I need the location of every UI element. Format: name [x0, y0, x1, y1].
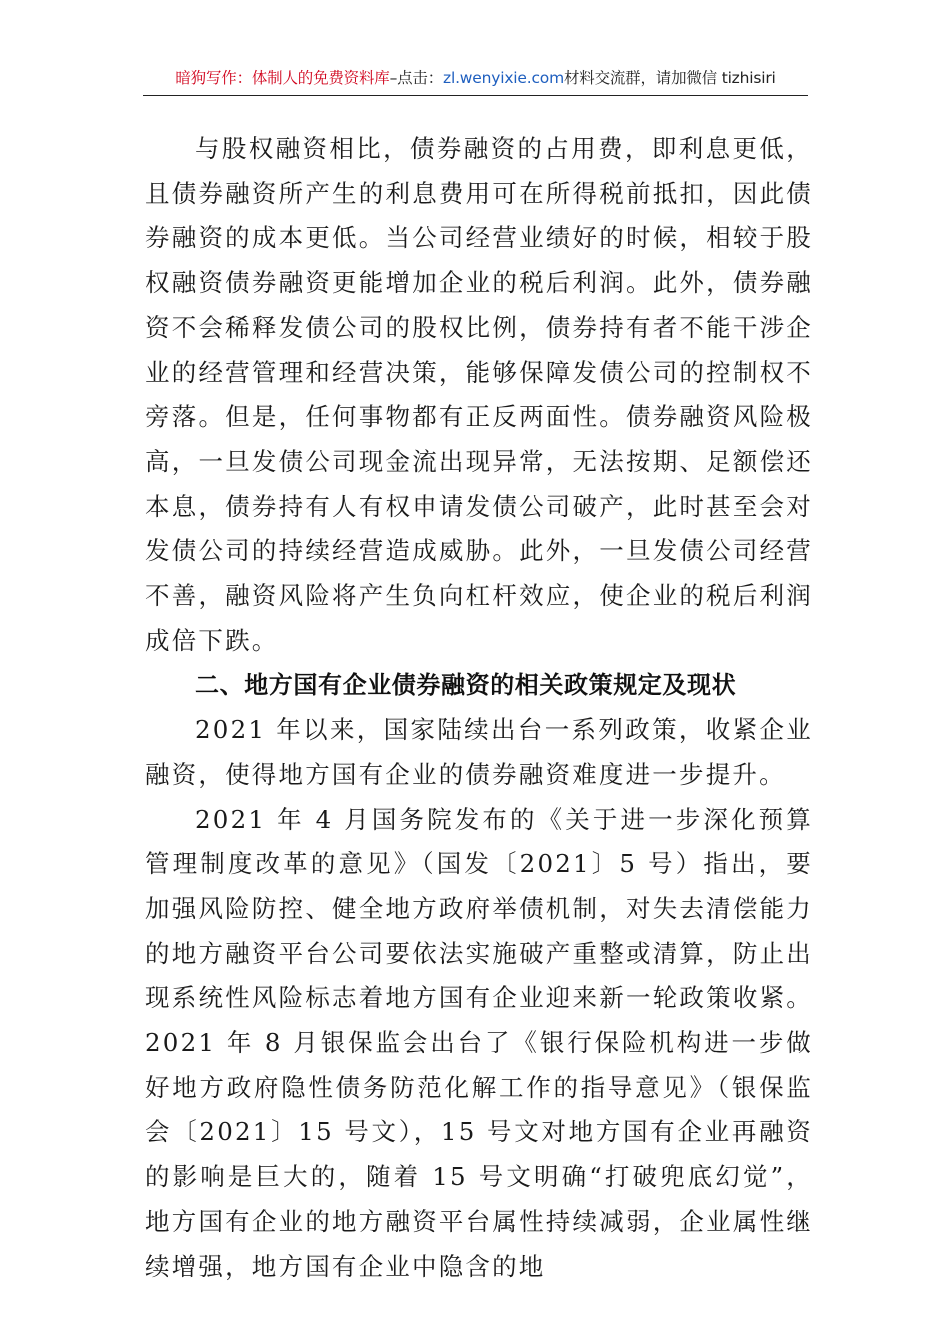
paragraph-policy-intro: 2021 年以来，国家陆续出台一系列政策，收紧企业融资，使得地方国有企业的债券融资难度进一步提升。 [145, 715, 813, 789]
header-url-link[interactable]: zl.wenyixie.com [443, 69, 564, 87]
header-contact: 材料交流群，请加微信 tizhisiri [563, 69, 776, 87]
page-header [143, 66, 808, 96]
paragraph-policy-detail: 2021 年 4 月国务院发布的《关于进一步深化预算管理制度改革的意见》（国发〔2021〕5 号）指出，要加强风险防控、健全地方政府举债机制，对失去清偿能力的地方融资平台公司要依法实施破产重整或清算，防止出现系统性风险标志着地方国有企业迎来新一轮政策收紧。2021 年 8 月银保监会出台了《银行保险机构进一步做好地方政府隐性债务防范化解工作的指导意见》（银保监会〔2021〕15 号文），15 号文对地方国有企业再融资的影响是巨大的，随着 15 号文明确“打破兜底幻觉”，地方国有企业的地方融资平台属性持续减弱，企业属性继续增强，地方国有企业中隐含的地 [145, 804, 813, 1281]
header-brand: 暗狗写作：体制人的免费资料库 [175, 69, 390, 87]
paragraph-bond-vs-equity: 与股权融资相比，债券融资的占用费，即利息更低，且债券融资所产生的利息费用可在所得税前抵扣，因此债券融资的成本更低。当公司经营业绩好的时候，相较于股权融资债券融资更能增加企业的税后利润。此外，债券融资不会稀释发债公司的股权比例，债券持有者不能干涉企业的经营管理和经营决策，能够保障发债公司的控制权不旁落。但是，任何事物都有正反两面性。债券融资风险极高，一旦发债公司现金流出现异常，无法按期、足额偿还本息，债券持有人有权申请发债公司破产，此时甚至会对发债公司的持续经营造成威胁。此外，一旦发债公司经营不善，融资风险将产生负向杠杆效应，使企业的税后利润成倍下跌。 [145, 134, 813, 655]
document-body [145, 127, 813, 1289]
header-click-label: –点击： [389, 69, 444, 87]
section-heading-2: 二、地方国有企业债券融资的相关政策规定及现状 [195, 671, 737, 700]
